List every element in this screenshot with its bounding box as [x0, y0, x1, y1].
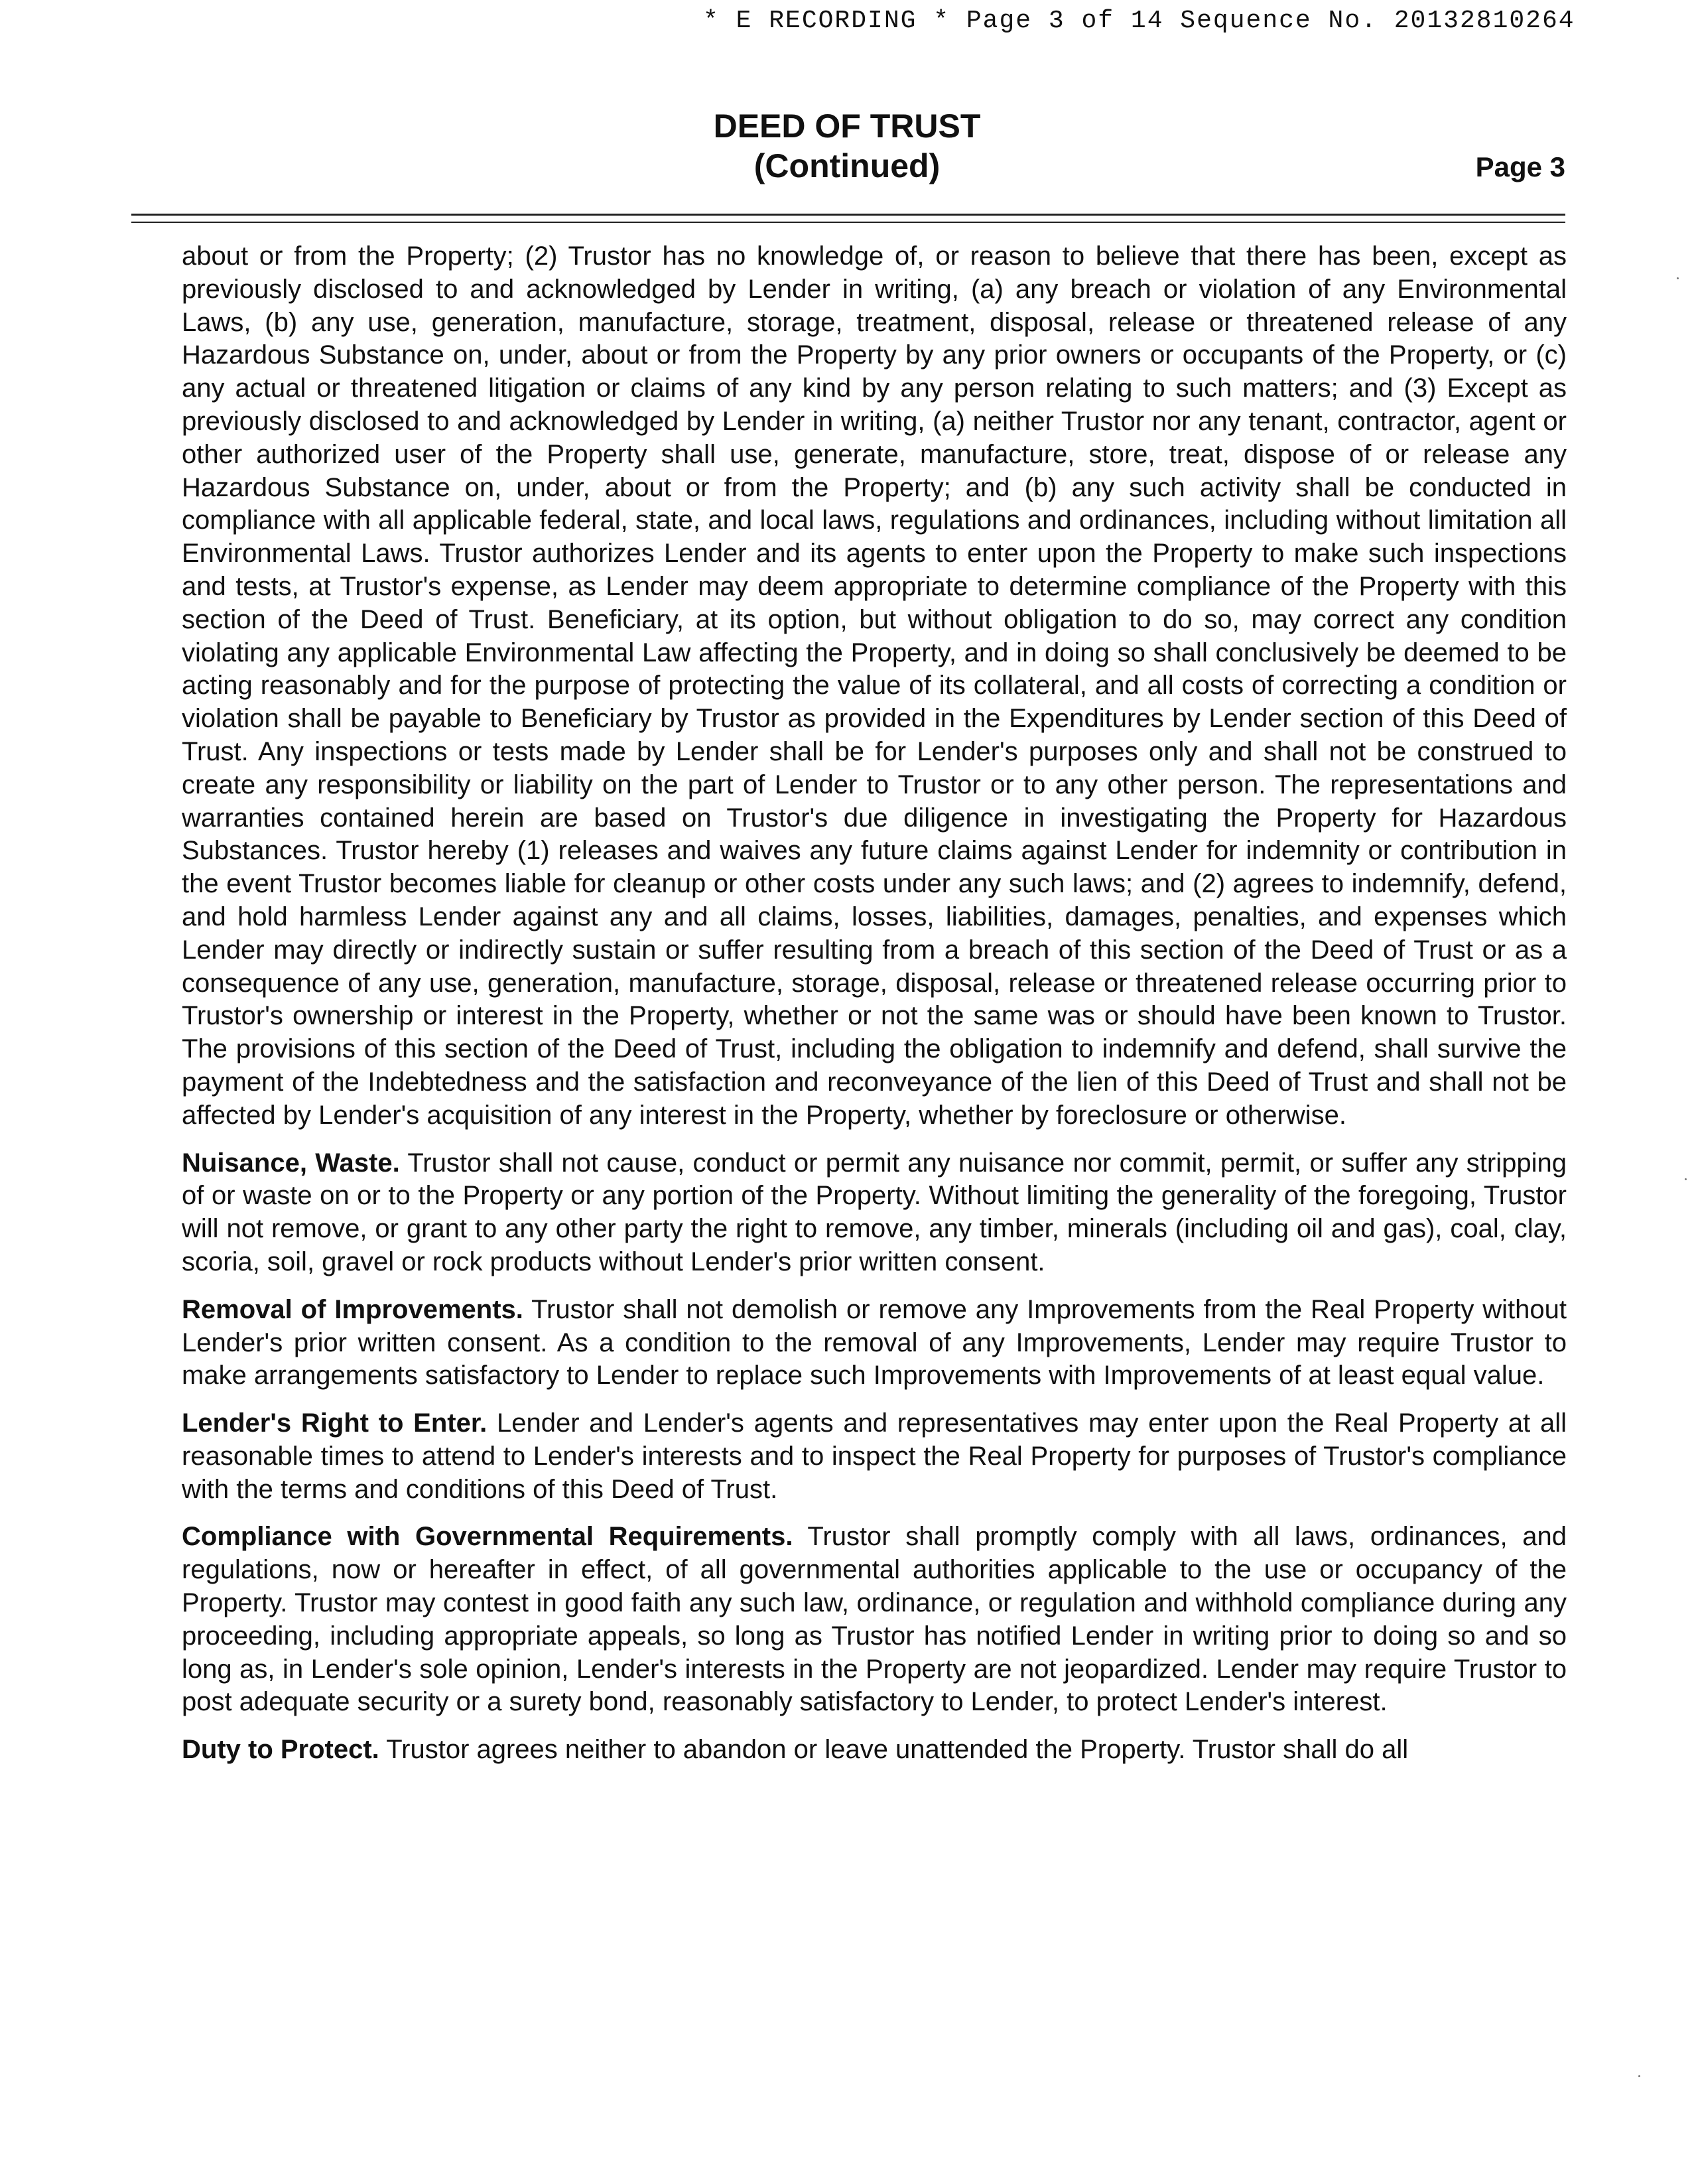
section-heading: Compliance with Governmental Requirements.: [182, 1522, 793, 1552]
section-lenders-right-to-enter: [182, 1407, 1567, 1506]
section-text: Trustor shall promptly comply with all laws, ordinances, and regulations, now or hereafter in effect, of all governmental authorities applicable to the use or occupancy of the Property. Trustor may contest in good faith any such law, ordinance, or regulation and withhold compliance during any proceeding, including appropriate appeals, so long as Trustor has notified Lender in writing prior to doing so and so long as, in Lender's sole opinion, Lender's interests in the Property are not jeopardized. Lender may require Trustor to post adequate security or a surety bond, reasonably satisfactory to Lender, to protect Lender's interest.: [182, 1522, 1567, 1717]
header-divider-top: [131, 214, 1565, 216]
section-heading: Nuisance, Waste.: [182, 1148, 400, 1178]
section-text: Trustor agrees neither to abandon or leave unattended the Property. Trustor shall do all: [386, 1735, 1409, 1765]
document-body: [182, 240, 1567, 1781]
continued-paragraph: about or from the Property; (2) Trustor has no knowledge of, or reason to believe that there has been, except as previously disclosed to and acknowledged by Lender in writing, (a) any breach or violation of any Environmental Laws, (b) any use, generation, manufacture, storage, treatment, disposal, release or threatened release of any Hazardous Substance on, under, about or from the Property by any prior owners or occupants of the Property, or (c) any actual or threatened litigation or claims of any kind by any person relating to such matters; and (3) Except as previously disclosed to and acknowledged by Lender in writing, (a) neither Trustor nor any tenant, contractor, agent or other authorized user of the Property shall use, generate, manufacture, store, treat, dispose of or release any Hazardous Substance on, under, about or from the Property; and (b) any such activity shall be conducted in compliance with all applicable federal, state, and local laws, regulations and ordinances, including without limitation all Environmental Laws. Trustor authorizes Lender and its agents to enter upon the Property to make such inspections and tests, at Trustor's expense, as Lender may deem appropriate to determine compliance of the Property with this section of the Deed of Trust. Beneficiary, at its option, but without obligation to do so, may correct any condition violating any applicable Environmental Law affecting the Property, and in doing so shall conclusively be deemed to be acting reasonably and for the purpose of protecting the value of its collateral, and all costs of correcting a condition or violation shall be payable to Beneficiary by Trustor as provided in the Expenditures by Lender section of this Deed of Trust. Any inspections or tests made by Lender shall be for Lender's purposes only and shall not be construed to create any responsibility or liability on the part of Lender to Trustor or to any other person. The representations and warranties contained herein are based on Trustor's due diligence in investigating the Property for Hazardous Substances. Trustor hereby (1) releases and waives any future claims against Lender for indemnity or contribution in the event Trustor becomes liable for cleanup or other costs under any such laws; and (2) agrees to indemnify, defend, and hold harmless Lender against any and all claims, losses, liabilities, damages, penalties, and expenses which Lender may directly or indirectly sustain or suffer resulting from a breach of this section of the Deed of Trust or as a consequence of any use, generation, manufacture, storage, disposal, release or threatened release occurring prior to Trustor's ownership or interest in the Property, whether or not the same was or should have been known to Trustor. The provisions of this section of the Deed of Trust, including the obligation to indemnify and defend, shall survive the payment of the Indebtedness and the satisfaction and reconveyance of the lien of this Deed of Trust and shall not be affected by Lender's acquisition of any interest in the Property, whether by foreclosure or otherwise.: [182, 241, 1567, 1130]
document-title: DEED OF TRUST: [713, 107, 981, 145]
scan-speck: [1685, 1178, 1687, 1180]
document-title-block: [0, 106, 1694, 186]
scan-speck: [1677, 277, 1679, 279]
section-text: Trustor shall not cause, conduct or permit any nuisance nor commit, permit, or suffer any stripping of or waste on or to the Property or any portion of the Property. Without limiting the generality of the foregoing, Trustor will not remove, or grant to any other party the right to remove, any timber, minerals (including oil and gas), coal, clay, scoria, soil, gravel or rock products without Lender's prior written consent.: [182, 1148, 1567, 1276]
section-nuisance-waste: [182, 1147, 1567, 1279]
recording-stamp: * E RECORDING * Page 3 of 14 Sequence No. 20132810264: [703, 7, 1575, 35]
section-heading: Duty to Protect.: [182, 1735, 379, 1765]
scan-speck: [1638, 2075, 1640, 2077]
page-number-label: Page 3: [1475, 151, 1565, 182]
section-text: Trustor shall not demolish or remove any Improvements from the Real Property without Lender's prior written consent. As a condition to the removal of any Improvements, Lender may require Trustor to make arrangements satisfactory to Lender to replace such Improvements with Improvements of at least equal value.: [182, 1294, 1567, 1391]
section-heading: Lender's Right to Enter.: [182, 1408, 488, 1438]
section-compliance-governmental: [182, 1521, 1567, 1719]
section-removal-of-improvements: [182, 1294, 1567, 1393]
header-divider-bottom: [131, 222, 1565, 223]
document-subtitle: (Continued): [753, 147, 941, 184]
section-heading: Removal of Improvements.: [182, 1294, 523, 1324]
section-text: Lender and Lender's agents and representatives may enter upon the Real Property at all reasonable times to attend to Lender's interests and to inspect the Real Property for purposes of Trustor's compliance with the terms and conditions of this Deed of Trust.: [182, 1408, 1567, 1504]
section-duty-to-protect: [182, 1734, 1567, 1767]
